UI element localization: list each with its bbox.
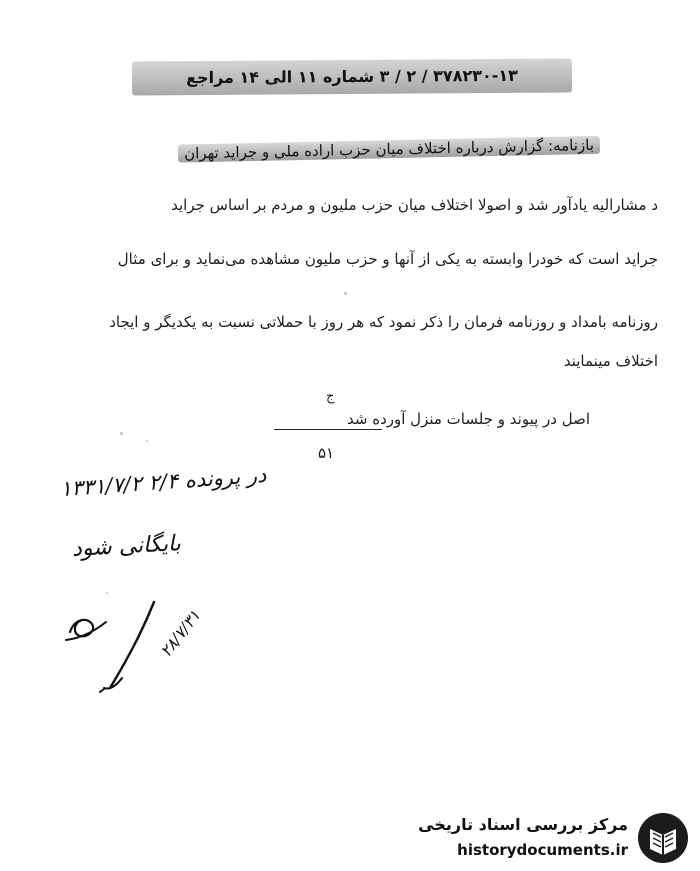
- archive-watermark: [400, 803, 700, 871]
- handwritten-signature: [52, 592, 212, 702]
- fraction-numerator: ج: [326, 389, 335, 404]
- body-line: اختلاف مینمایند: [563, 352, 658, 370]
- handwritten-filing-note: در پرونده ۲/۴ ۱۳۳۱/۷/۲: [59, 462, 268, 502]
- fraction-denominator: ۵۱: [318, 444, 335, 462]
- document-subject: [100, 130, 601, 172]
- scan-speck: [146, 440, 148, 442]
- fraction-divider: [274, 429, 382, 430]
- body-line: روزنامه بامداد و روزنامه فرمان را ذکر نمود که هر روز با حملاتی نسبت به یکدیگر و ایجاد: [109, 313, 658, 331]
- body-line: جراید است که خودرا وابسته به یکی از آنها و حزب ملیون مشاهده می‌نماید و برای مثال: [117, 250, 658, 268]
- scan-speck: [344, 292, 347, 295]
- body-line: اصل در پیوند و جلسات منزل آورده شد: [347, 410, 590, 428]
- subject-text: بازنامه: گزارش درباره اختلاف میان حزب اراده ملی و جراید تهران: [178, 136, 600, 163]
- signature-date: ۲۸/۷/۳۱: [156, 606, 205, 661]
- book-logo-icon: [636, 811, 690, 865]
- archive-name: مرکز بررسی اسناد تاریخی: [418, 815, 628, 834]
- document-reference-header: ۳۷۸۲۳۰-۱۳ / ۲ / ۳ شماره ۱۱ الی ۱۴ مراجع: [132, 58, 572, 95]
- body-line: د مشارالیه یادآور شد و اصولا اختلاف میان حزب ملیون و مردم بر اساس جراید: [171, 196, 658, 214]
- scan-speck: [120, 432, 123, 435]
- handwritten-archive-note: بایگانی شود: [71, 531, 182, 562]
- archive-url[interactable]: historydocuments.ir: [457, 841, 628, 859]
